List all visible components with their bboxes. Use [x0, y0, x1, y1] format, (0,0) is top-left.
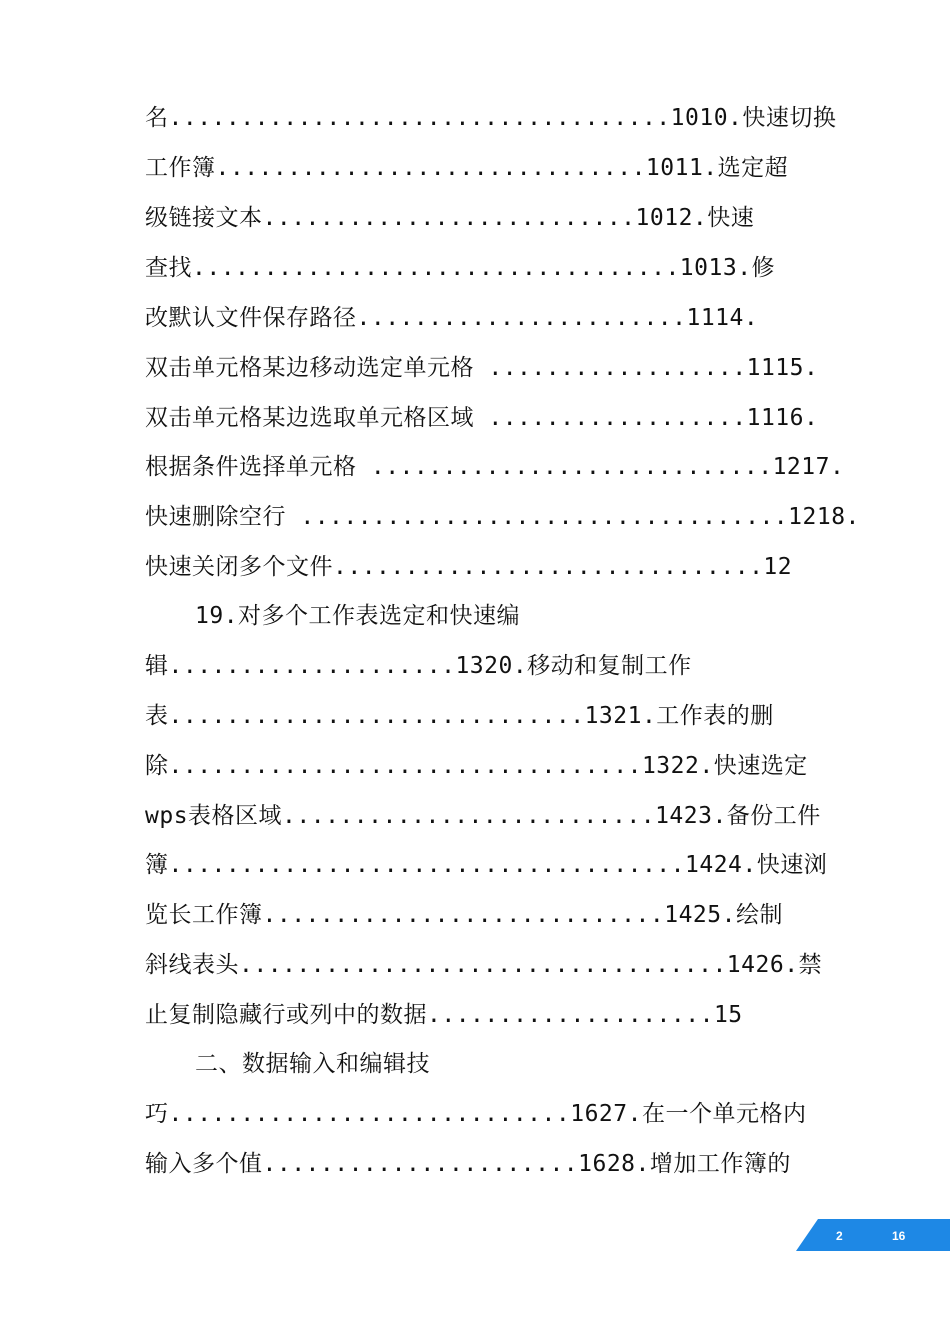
toc-line: 辑....................1320.移动和复制工作: [145, 653, 692, 679]
toc-section-heading: 二、数据输入和编辑技: [195, 1051, 430, 1077]
toc-section-heading: 19.对多个工作表选定和快速编: [195, 603, 521, 629]
toc-line: wps表格区域..........................1423.备份工件: [145, 803, 821, 829]
total-pages-number: 16: [892, 1229, 906, 1243]
toc-line: 巧............................1627.在一个单元格内: [145, 1101, 807, 1127]
current-page-number: 2: [836, 1229, 843, 1243]
toc-line: 改默认文件保存路径.......................1114.: [145, 305, 759, 331]
toc-line: 双击单元格某边选取单元格区域 ..................1116.: [145, 405, 819, 431]
toc-line: 止复制隐藏行或列中的数据....................15: [145, 1002, 743, 1028]
toc-line: 名...................................1010.快速切换: [145, 105, 837, 131]
page-number-banner: [796, 1219, 950, 1251]
toc-line: 斜线表头..................................1426.禁: [145, 952, 823, 978]
toc-line: 快速删除空行 ..................................1218.: [145, 504, 860, 530]
toc-line: 工作簿..............................1011.选定超: [145, 155, 789, 181]
toc-line: 根据条件选择单元格 ............................1217.: [145, 454, 845, 480]
toc-line: 簿....................................1424.快速浏: [145, 852, 828, 878]
toc-line: 双击单元格某边移动选定单元格 ..................1115.: [145, 355, 819, 381]
toc-line: 除.................................1322.快速选定: [145, 753, 808, 779]
toc-line: 级链接文本..........................1012.快速: [145, 205, 755, 231]
toc-line: 表.............................1321.工作表的删: [145, 703, 774, 729]
toc-line: 快速关闭多个文件..............................12: [145, 554, 793, 580]
toc-line: 览长工作簿............................1425.绘制: [145, 902, 783, 928]
toc-line: 输入多个值......................1628.增加工作簿的: [145, 1151, 791, 1177]
toc-line: 查找..................................1013.修: [145, 255, 776, 281]
